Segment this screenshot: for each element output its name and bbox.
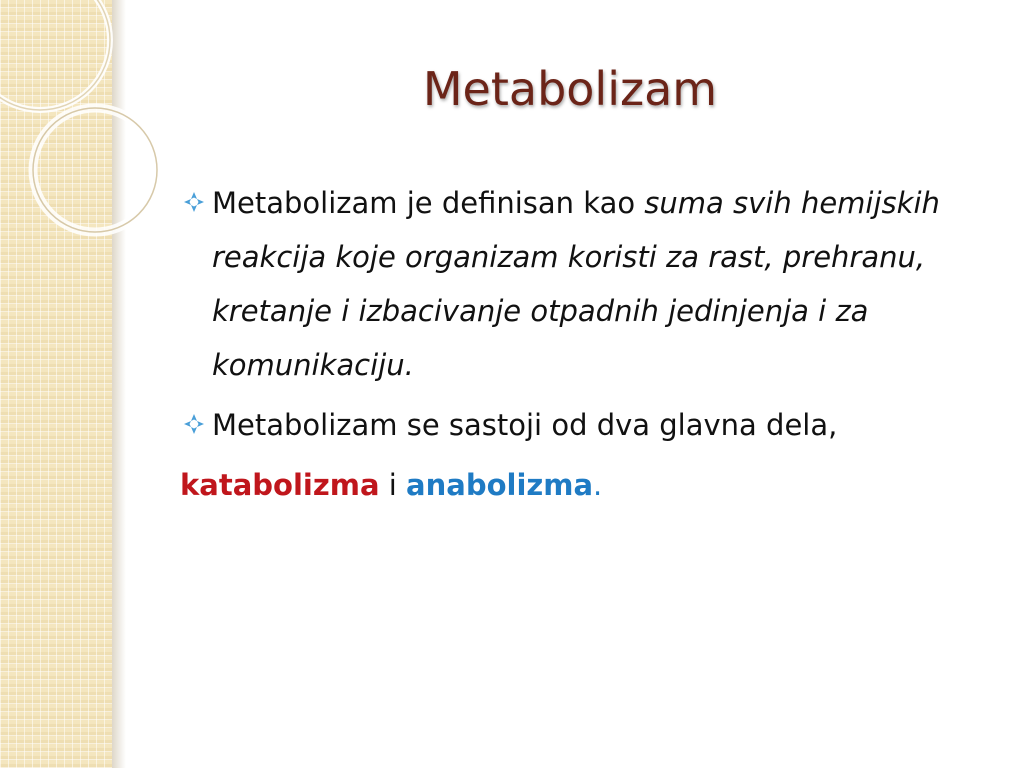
slide-title: Metabolizam bbox=[422, 62, 718, 116]
bullet-item-composition bbox=[182, 398, 1002, 452]
bullet-text: Metabolizam se sastoji od dva glavna dela, bbox=[212, 408, 838, 442]
ring-decoration-icon bbox=[0, 0, 160, 260]
terms-period: . bbox=[593, 468, 603, 502]
term-connector: i bbox=[379, 468, 407, 502]
term-anabolizam: anabolizma bbox=[406, 468, 594, 502]
slide-body bbox=[182, 176, 1002, 512]
term-katabolizam: katabolizma bbox=[180, 468, 380, 502]
bullet-text-italic: suma svih hemijskih reakcija koje organizam koristi za rast, prehranu, kretanje i izbacivanje otpadnih jedinjenja i za komunikaciju. bbox=[212, 186, 940, 382]
diamond-bullet-icon bbox=[182, 190, 206, 214]
bullet-text-plain: Metabolizam je definisan kao bbox=[212, 186, 645, 220]
bullet-item-definition bbox=[182, 176, 1002, 392]
terms-line bbox=[180, 458, 1002, 512]
diamond-bullet-icon bbox=[182, 412, 206, 436]
